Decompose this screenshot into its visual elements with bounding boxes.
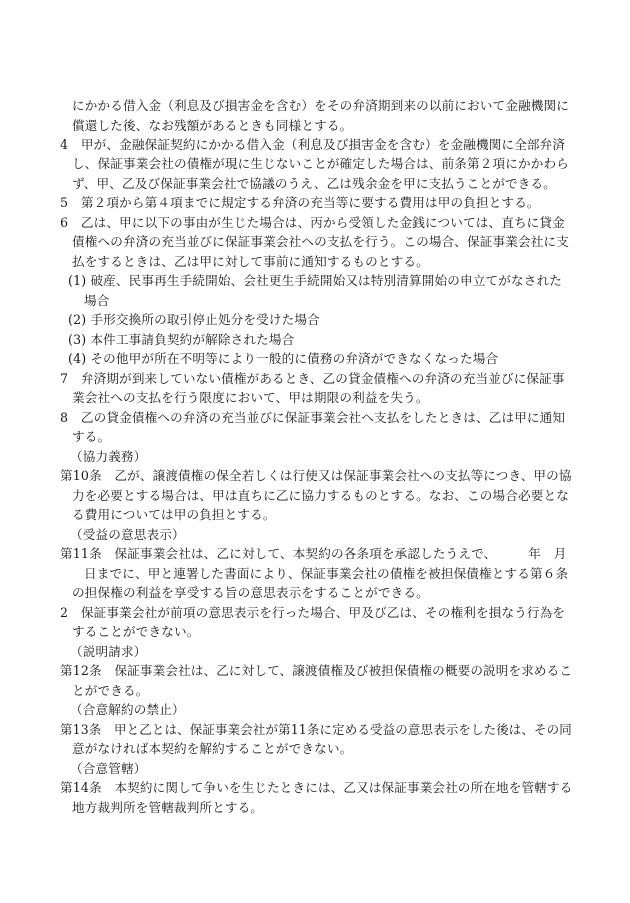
text-line: 第11条 保証事業会社は、乙に対して、本契約の各条項を承認したうえで、 年 月	[60, 546, 567, 561]
text-line: 場合	[84, 293, 110, 308]
text-line: 2 保証事業会社が前項の意思表示を行った場合、甲及び乙は、その権利を損なう行為を	[60, 605, 566, 620]
text-line: 8 乙の貸金債権への弁済の充当並びに保証事業会社へ支払をしたときは、乙は甲に通知	[60, 410, 566, 425]
text-line: にかかる借入金（利息及び損害金を含む）をその弁済期到来の以前において金融機関に	[72, 98, 570, 113]
text-line: る費用については甲の負担とする。	[72, 507, 276, 522]
text-line: 払をするときは、乙は甲に対して事前に通知するものとする。	[72, 254, 429, 269]
text-line: することができない。	[72, 624, 200, 639]
section-heading: （合意解約の禁止）	[70, 702, 185, 717]
text-line: とができる。	[72, 683, 149, 698]
text-line: 7 弁済期が到来していない債権があるとき、乙の貸金債権への弁済の充当並びに保証事	[60, 371, 565, 386]
text-line: 4 甲が、金融保証契約にかかる借入金（利息及び損害金を含む）を金融機関に全部弁済	[60, 137, 566, 152]
text-line: 債権への弁済の充当並びに保証事業会社への支払を行う。この場合、保証事業会社に支	[72, 234, 570, 249]
text-line: 意がなければ本契約を解約することができない。	[72, 741, 353, 756]
text-line: 5 第２項から第４項までに規定する弁済の充当等に要する費用は甲の負担とする。	[60, 195, 540, 210]
section-heading: （合意管轄）	[70, 761, 147, 776]
text-line: (3) 本件工事請負契約が解除された場合	[68, 332, 295, 347]
text-line: 6 乙は、甲に以下の事由が生じた場合は、丙から受領した金銭については、直ちに貸金	[60, 215, 565, 230]
text-line: 第14条 本契約に関して争いを生じたときには、乙又は保証事業会社の所在地を管轄する	[60, 780, 573, 795]
section-heading: （説明請求）	[70, 644, 147, 659]
text-line: 地方裁判所を管轄裁判所とする。	[72, 800, 264, 815]
section-heading: （受益の意思表示）	[70, 527, 185, 542]
text-line: (1) 破産、民事再生手続開始、会社更生手続開始又は特別清算開始の申立てがなされた	[68, 273, 562, 288]
text-line: 日までに、甲と連署した書面により、保証事業会社の債権を被担保債権とする第６条	[84, 566, 569, 581]
text-line: の担保権の利益を享受する旨の意思表示をすることができる。	[72, 585, 429, 600]
text-line: (2) 手形交換所の取引停止処分を受けた場合	[68, 312, 320, 327]
text-line: する。	[72, 429, 111, 444]
text-line: 力を必要とする場合は、甲は直ちに乙に協力するものとする。なお、この場合必要とな	[72, 488, 570, 503]
text-line: し、保証事業会社の債権が現に生じないことが確定した場合は、前条第２項にかかわら	[72, 156, 570, 171]
text-line: 第10条 乙が、譲渡債権の保全若しくは行使又は保証事業会社への支払等につき、甲の協	[60, 468, 572, 483]
text-line: (4) その他甲が所在不明等により一般的に債務の弁済ができなくなった場合	[68, 351, 499, 366]
text-line: ず、甲、乙及び保証事業会社で協議のうえ、乙は残余金を甲に支払うことができる。	[72, 176, 557, 191]
text-line: 償還した後、なお残額があるときも同様とする。	[72, 118, 353, 133]
text-line: 業会社への支払を行う限度において、甲は期限の利益を失う。	[72, 390, 429, 405]
text-line: 第13条 甲と乙とは、保証事業会社が第11条に定める受益の意思表示をした後は、その同	[60, 722, 572, 737]
section-heading: （協力義務）	[70, 449, 147, 464]
text-line: 第12条 保証事業会社は、乙に対して、譲渡債権及び被担保債権の概要の説明を求めるこ	[60, 663, 573, 678]
